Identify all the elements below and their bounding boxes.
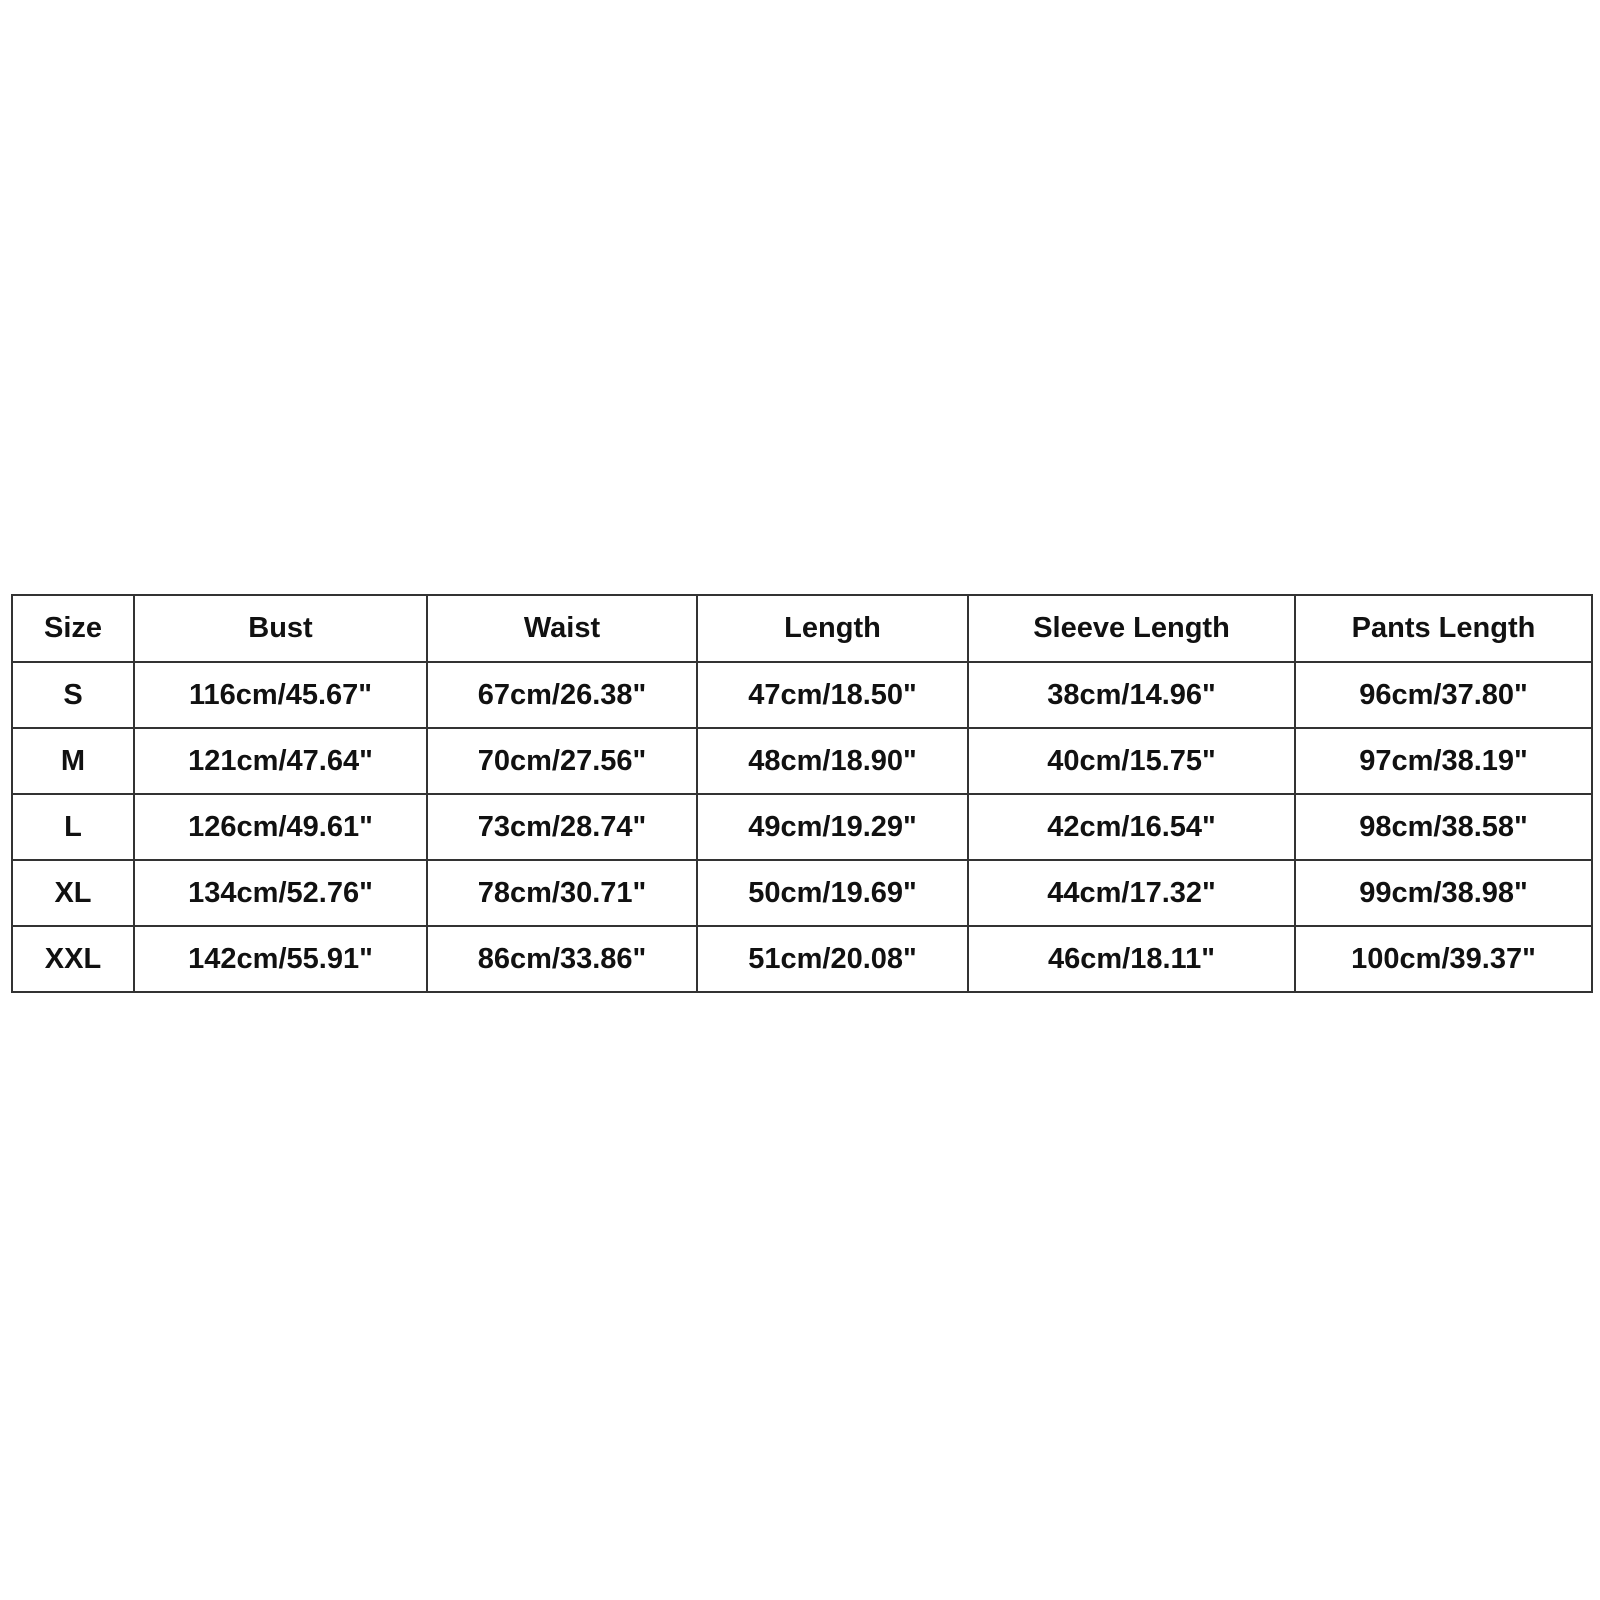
size-chart-table: [11, 594, 1593, 993]
sleeve-length-cell: 40cm/15.75": [968, 728, 1295, 794]
length-cell: 49cm/19.29": [697, 794, 968, 860]
waist-cell: 78cm/30.71": [427, 860, 697, 926]
size-cell: S: [12, 662, 134, 728]
length-cell: 50cm/19.69": [697, 860, 968, 926]
pants-length-cell: 99cm/38.98": [1295, 860, 1592, 926]
header-length: Length: [697, 595, 968, 662]
length-cell: 51cm/20.08": [697, 926, 968, 992]
table-row: [12, 926, 1592, 992]
size-cell: L: [12, 794, 134, 860]
header-bust: Bust: [134, 595, 427, 662]
size-chart-header: [12, 595, 1592, 662]
table-row: [12, 728, 1592, 794]
header-waist: Waist: [427, 595, 697, 662]
length-cell: 47cm/18.50": [697, 662, 968, 728]
pants-length-cell: 96cm/37.80": [1295, 662, 1592, 728]
header-pants-length: Pants Length: [1295, 595, 1592, 662]
waist-cell: 70cm/27.56": [427, 728, 697, 794]
header-size: Size: [12, 595, 134, 662]
table-row: [12, 860, 1592, 926]
waist-cell: 67cm/26.38": [427, 662, 697, 728]
length-cell: 48cm/18.90": [697, 728, 968, 794]
header-sleeve-length: Sleeve Length: [968, 595, 1295, 662]
waist-cell: 86cm/33.86": [427, 926, 697, 992]
table-row: [12, 794, 1592, 860]
size-chart-body: [12, 662, 1592, 992]
sleeve-length-cell: 42cm/16.54": [968, 794, 1295, 860]
bust-cell: 116cm/45.67": [134, 662, 427, 728]
bust-cell: 121cm/47.64": [134, 728, 427, 794]
sleeve-length-cell: 46cm/18.11": [968, 926, 1295, 992]
pants-length-cell: 100cm/39.37": [1295, 926, 1592, 992]
size-cell: M: [12, 728, 134, 794]
sleeve-length-cell: 38cm/14.96": [968, 662, 1295, 728]
size-cell: XXL: [12, 926, 134, 992]
table-row: [12, 662, 1592, 728]
pants-length-cell: 97cm/38.19": [1295, 728, 1592, 794]
header-row: [12, 595, 1592, 662]
waist-cell: 73cm/28.74": [427, 794, 697, 860]
bust-cell: 126cm/49.61": [134, 794, 427, 860]
bust-cell: 134cm/52.76": [134, 860, 427, 926]
pants-length-cell: 98cm/38.58": [1295, 794, 1592, 860]
sleeve-length-cell: 44cm/17.32": [968, 860, 1295, 926]
size-cell: XL: [12, 860, 134, 926]
bust-cell: 142cm/55.91": [134, 926, 427, 992]
